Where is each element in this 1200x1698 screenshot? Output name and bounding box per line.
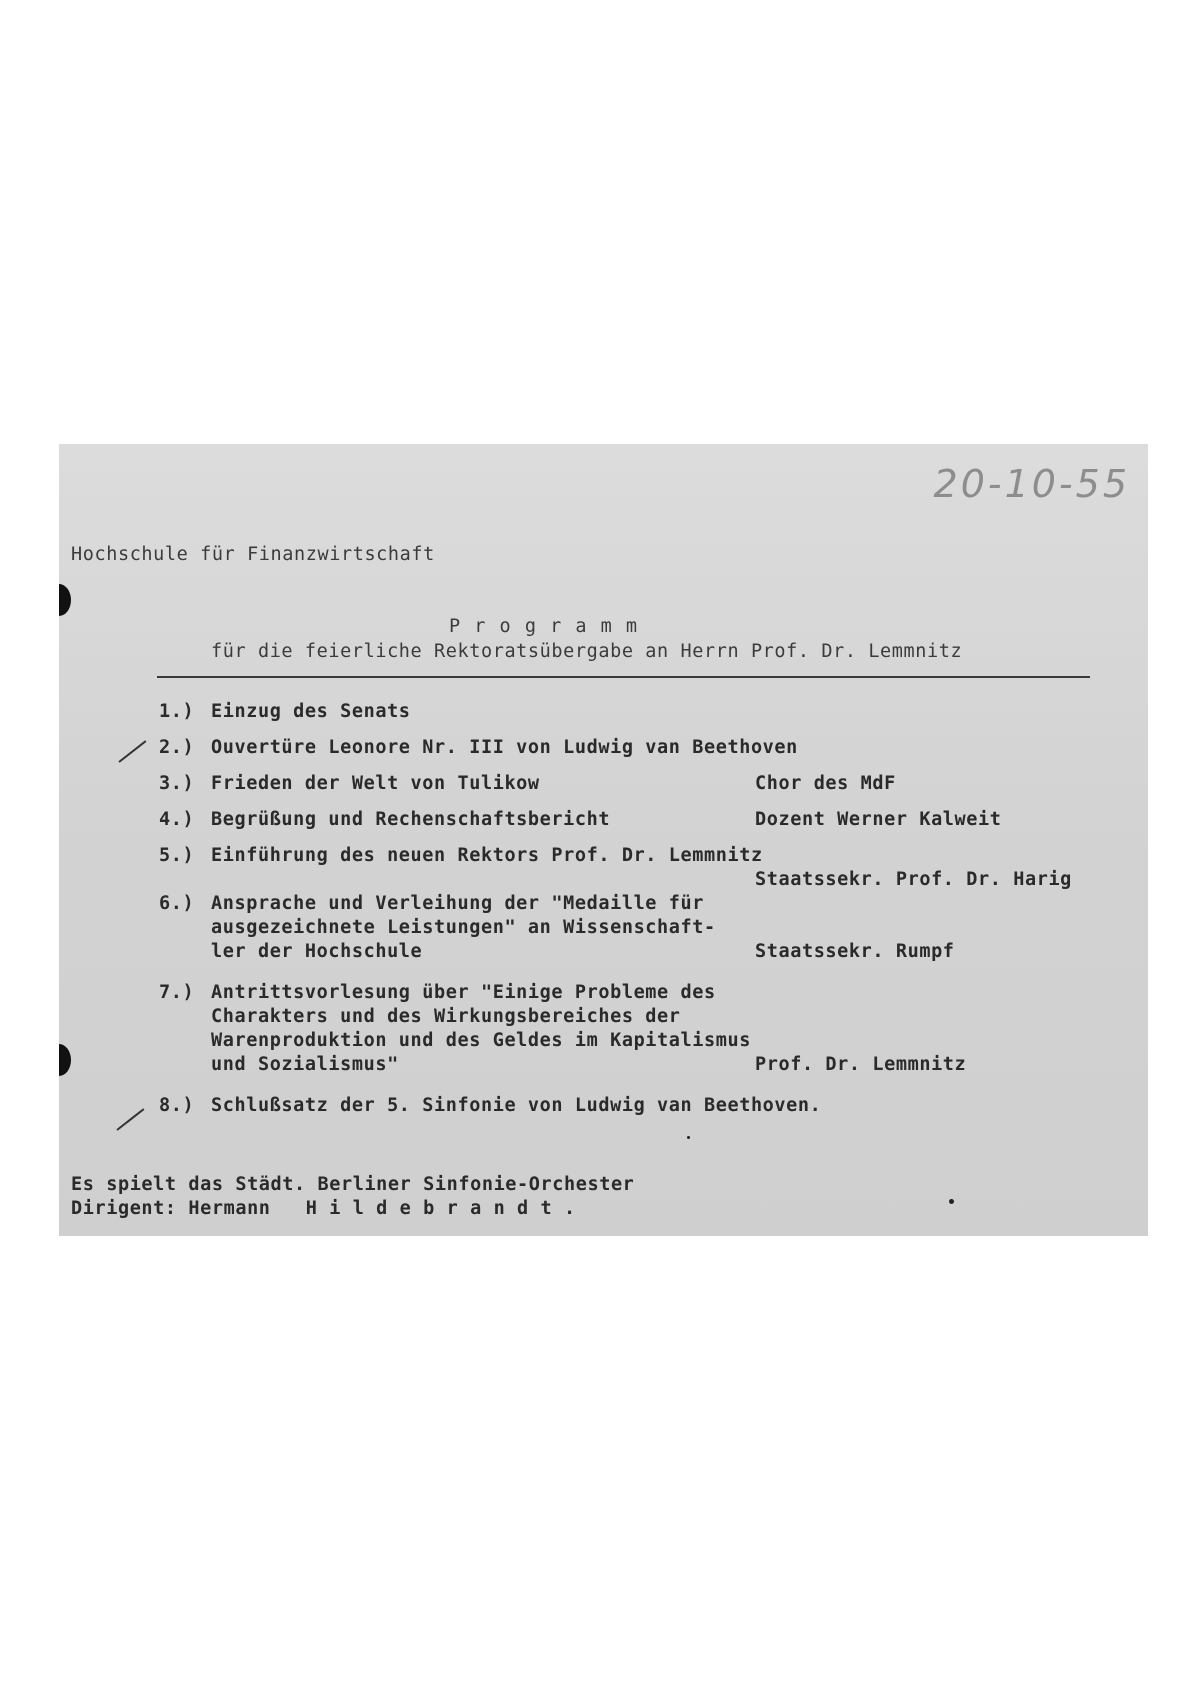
- item-title: Ouvertüre Leonore Nr. III von Ludwig van Beethoven: [211, 737, 798, 758]
- conductor-line: Dirigent: Hermann H i l d e b r a n d t .: [71, 1198, 576, 1219]
- item-title-line: Antrittsvorlesung über "Einige Probleme des: [211, 982, 716, 1003]
- institution-name: Hochschule für Finanzwirtschaft: [71, 544, 435, 565]
- item-title-line: Ansprache und Verleihung der "Medaille für: [211, 893, 704, 914]
- item-title-line: ler der Hochschule: [211, 941, 423, 962]
- item-number: 4.): [159, 809, 195, 830]
- item-number: 1.): [159, 701, 195, 722]
- item-number: 8.): [159, 1095, 195, 1116]
- item-title-line: Charakters und des Wirkungsbereiches der: [211, 1006, 681, 1027]
- pencil-check-mark: [118, 740, 146, 763]
- item-performer: Prof. Dr. Lemmnitz: [755, 1054, 967, 1075]
- item-performer: Staatssekr. Prof. Dr. Harig: [755, 869, 1072, 890]
- typewritten-program-sheet: [59, 444, 1148, 1236]
- punch-hole: [59, 584, 71, 616]
- item-performer: Dozent Werner Kalweit: [755, 809, 1002, 830]
- handwritten-date: 20-10-55: [933, 462, 1130, 506]
- program-subheading: für die feierliche Rektoratsübergabe an Herrn Prof. Dr. Lemmnitz: [211, 641, 963, 662]
- item-title: Einzug des Senats: [211, 701, 411, 722]
- item-title: Einführung des neuen Rektors Prof. Dr. Lemmnitz: [211, 845, 763, 866]
- heading-underline: [157, 676, 1090, 678]
- orchestra-line: Es spielt das Städt. Berliner Sinfonie-Orchester: [71, 1174, 635, 1195]
- item-performer: Chor des MdF: [755, 773, 896, 794]
- item-title-line: und Sozialismus": [211, 1054, 399, 1075]
- punch-hole: [59, 1044, 71, 1076]
- item-title: Schlußsatz der 5. Sinfonie von Ludwig van Beethoven.: [211, 1095, 822, 1116]
- item-number: 3.): [159, 773, 195, 794]
- ink-speck: [949, 1199, 954, 1204]
- item-performer: Staatssekr. Rumpf: [755, 941, 955, 962]
- item-number: 6.): [159, 893, 195, 914]
- program-heading: P r o g r a m m: [449, 616, 639, 637]
- pencil-check-mark: [116, 1108, 144, 1131]
- item-number: 2.): [159, 737, 195, 758]
- item-title-line: Warenproduktion und des Geldes im Kapitalismus: [211, 1030, 751, 1051]
- item-title: Frieden der Welt von Tulikow: [211, 773, 540, 794]
- ink-speck: [687, 1136, 690, 1139]
- item-number: 5.): [159, 845, 195, 866]
- item-title: Begrüßung und Rechenschaftsbericht: [211, 809, 611, 830]
- item-title-line: ausgezeichnete Leistungen" an Wissenschaft-: [211, 917, 716, 938]
- item-number: 7.): [159, 982, 195, 1003]
